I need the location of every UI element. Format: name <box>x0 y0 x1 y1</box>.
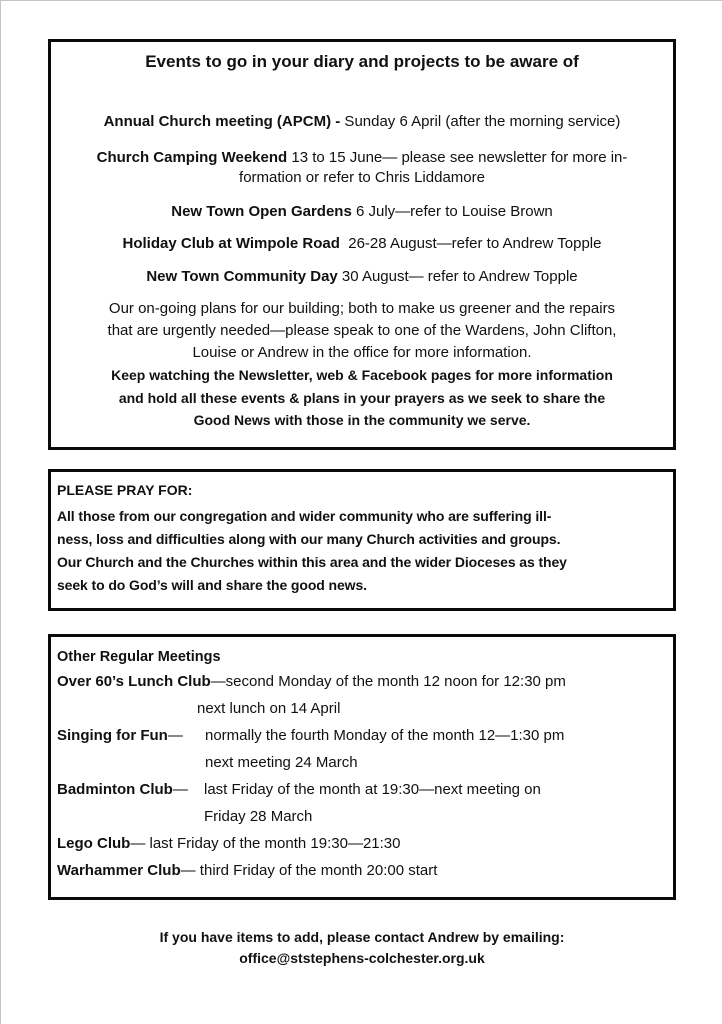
meeting-item-warhammer <box>57 857 673 884</box>
events-title: Events to go in your diary and projects to be aware of <box>145 52 579 71</box>
meeting-name: Singing for Fun <box>57 727 168 744</box>
meeting-name: Badminton Club <box>57 781 173 798</box>
contact-text: If you have items to add, please contact Andrew by emailing: <box>159 929 565 945</box>
prayer-heading: PLEASE PRAY FOR: <box>57 482 193 498</box>
meeting-name: Warhammer Club <box>57 862 181 879</box>
meeting-detail: —second Monday of the month 12 noon for 12:30 pm <box>210 673 566 690</box>
event-item-open-gardens <box>51 201 673 223</box>
meeting-item-lego <box>57 830 673 857</box>
meeting-item-badminton <box>57 776 673 830</box>
event-name: Church Camping Weekend <box>96 149 288 166</box>
event-detail: 30 August— refer to Andrew Topple <box>337 268 578 285</box>
event-detail: 13 to 15 June— please see newsletter for more in- <box>287 149 628 166</box>
event-item-community-day <box>51 266 673 288</box>
paragraph-line: ness, loss and difficulties along with our many Church activities and groups. <box>57 531 561 547</box>
paragraph-line: Louise or Andrew in the office for more information. <box>192 344 532 361</box>
event-item-apcm <box>51 111 673 133</box>
events-box <box>48 39 676 450</box>
event-item-holiday-club <box>51 233 673 255</box>
meeting-detail: — last Friday of the month 19:30—21:30 <box>130 835 401 852</box>
building-plans-paragraph <box>51 298 673 364</box>
paragraph-line: Good News with those in the community we serve. <box>193 412 531 428</box>
paragraph-line: Our on-going plans for our building; both to make us greener and the repairs <box>108 300 616 317</box>
meeting-next-date: next lunch on 14 April <box>197 700 341 717</box>
meetings-heading: Other Regular Meetings <box>57 649 221 665</box>
paragraph-line: All those from our congregation and wider community who are suffering ill- <box>57 508 552 524</box>
meeting-separator: — <box>172 781 188 798</box>
event-name: New Town Community Day <box>146 268 338 285</box>
meeting-detail: normally the fourth Monday of the month 12—1:30 pm <box>205 727 565 744</box>
meeting-next-date: Friday 28 March <box>204 808 313 825</box>
event-item-camping <box>51 148 673 188</box>
paragraph-line: seek to do God’s will and share the good news. <box>57 577 367 593</box>
paragraph-line: Our Church and the Churches within this area and the wider Dioceses as they <box>57 554 567 570</box>
meeting-name: Over 60’s Lunch Club <box>57 673 211 690</box>
meeting-item-lunch-club <box>57 668 673 722</box>
paragraph-line: Keep watching the Newsletter, web & Facebook pages for more information <box>111 367 613 383</box>
event-detail: Sunday 6 April (after the morning service) <box>340 113 621 130</box>
meeting-name: Lego Club <box>57 835 131 852</box>
meeting-item-singing <box>57 722 673 776</box>
paragraph-line: that are urgently needed—please speak to one of the Wardens, John Clifton, <box>107 322 617 339</box>
meeting-detail: — third Friday of the month 20:00 start <box>180 862 438 879</box>
keep-watching-paragraph <box>51 364 673 432</box>
event-detail-continuation: formation or refer to Chris Liddamore <box>239 169 485 186</box>
prayer-box <box>48 469 676 611</box>
meeting-next-date: next meeting 24 March <box>205 754 358 771</box>
contact-footer <box>48 927 676 969</box>
meeting-separator: — <box>167 727 183 744</box>
meetings-box <box>48 634 676 900</box>
paragraph-line: and hold all these events & plans in your prayers as we seek to share the <box>118 389 606 406</box>
event-detail: 6 July—refer to Louise Brown <box>351 203 553 220</box>
contact-email-link[interactable]: office@ststephens-colchester.org.uk <box>239 950 485 966</box>
event-name: Annual Church meeting (APCM) - <box>103 113 341 130</box>
event-detail: 26-28 August—refer to Andrew Topple <box>339 235 602 252</box>
event-name: New Town Open Gardens <box>171 203 352 220</box>
event-name: Holiday Club at Wimpole Road <box>122 235 340 252</box>
meeting-detail: last Friday of the month at 19:30—next meeting on <box>204 781 541 798</box>
prayer-paragraph <box>57 505 673 597</box>
